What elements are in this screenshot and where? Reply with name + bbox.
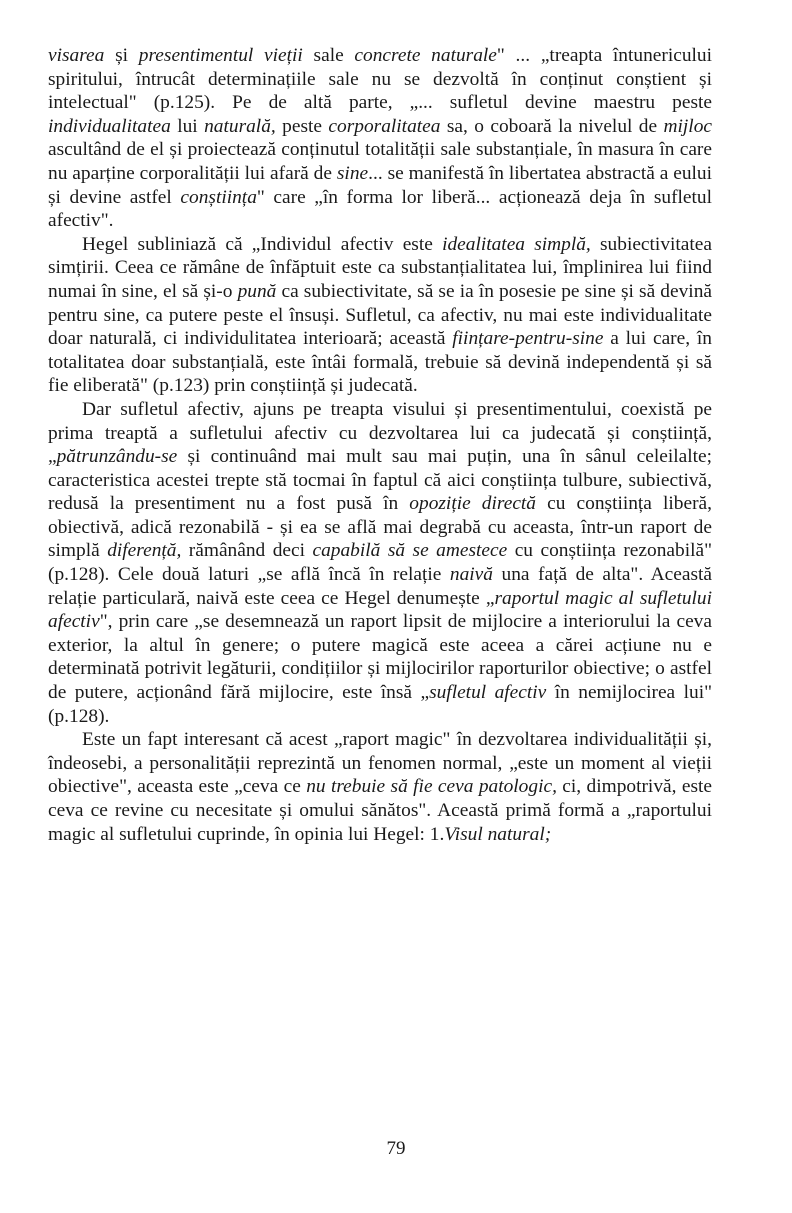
paragraph-2	[48, 233, 712, 398]
text-run: ascultând de el și proiectează conținutul totalității sale substanțiale, în masura în care nu aparține corporalității lui afară de	[48, 139, 712, 184]
body-text	[48, 44, 712, 846]
italic-run: Visul natural;	[444, 823, 552, 845]
text-run: Hegel subliniază că „Individul afectiv este	[82, 233, 443, 255]
text-run: ", prin care „se desemnează un raport lipsit de mijlocire a interiorului la ceva exterior, la altul în genere; o putere magică este aceea a cărei acțiune nu e determinată potrivit legăturii, condițiilor și mijlocirilor raporturilor obiective; o astfel de putere, acționând fără mijlocire, este însă „	[48, 611, 712, 704]
text-run: Este un fapt interesant că acest „raport magic" în dezvoltarea individualității și, îndeosebi, a personalității reprezintă un fenomen normal, „este un moment al vieții obiective", aceasta este „ceva ce	[48, 729, 712, 798]
italic-run: nu trebuie să fie ceva patologic,	[306, 776, 557, 798]
italic-run: conștiința	[180, 186, 257, 208]
paragraph-1	[48, 44, 712, 233]
italic-run: opoziție directă	[409, 493, 537, 515]
text-run: peste	[275, 115, 329, 137]
paragraph-3	[48, 398, 712, 728]
text-run: ... se manifestă în libertatea abstractă a eului și devine astfel	[48, 162, 712, 208]
text-run: a lui care, în totalitatea doar substanțială, este întâi formală, trebuie să devină independentă și să fie eliberată" (p.123) prin conștiință și judecată.	[48, 328, 712, 397]
italic-run: naivă	[449, 564, 493, 586]
text-run: ca subiectivitate, să se ia în posesie pe sine și să devină pentru sine, ca putere peste el însuși. Sufletul, ca afectiv, nu mai este individualitate doar naturală, ci individulitatea interioară; această	[48, 280, 712, 350]
italic-run: corporalitatea	[328, 115, 441, 137]
text-run: lui	[170, 115, 205, 137]
text-run: ci, dimpotrivă, este ceva ce revine cu necesitate și omului sănătos". Această primă formă a „raportului magic al sufletului cuprinde, în opinia lui Hegel: 1.	[48, 776, 712, 845]
text-run: în nemijlocirea lui" (p.128).	[48, 682, 712, 727]
italic-run: capabilă să se amestece	[312, 540, 508, 562]
text-run: una față de alta". Această relație particulară, naivă este ceea ce Hegel denumește „	[48, 564, 712, 609]
italic-run: concrete naturale	[354, 45, 497, 66]
text-run: Dar sufletul afectiv, ajuns pe treapta visului și presentimentului, coexistă pe prima treaptă a sufletului afectiv cu dezvoltarea lui ca judecată și conștiință, „	[48, 398, 712, 468]
italic-run: diferență,	[107, 540, 182, 562]
text-run: și continuând mai mult sau mai puțin, una în sânul celeilalte; caracteristica acestei trepte stă tocmai în faptul că aici conștiința tulbure, subiectivă, redusă la presentiment nu a fost pusă în	[48, 446, 712, 515]
italic-run: sufletul afectiv	[429, 682, 547, 704]
text-run: cu conștiința rezonabilă" (p.128). Cele două laturi „se află încă în relație	[48, 540, 712, 586]
text-run: rămânând deci	[181, 540, 313, 562]
page-number: 79	[386, 1138, 406, 1159]
italic-run: mijloc	[663, 115, 712, 137]
italic-run: sine	[336, 162, 369, 184]
text-run: sa, o coboară la nivelul de	[440, 115, 664, 137]
italic-run: ființare-pentru-sine	[452, 328, 604, 350]
italic-run: raportul magic al sufletului afectiv	[48, 587, 712, 633]
italic-run: pătrunzându-se	[56, 446, 178, 468]
paragraph-4	[48, 728, 712, 846]
italic-run: pună	[237, 280, 277, 302]
italic-run: idealitatea simplă,	[442, 233, 591, 255]
text-run: și	[104, 45, 139, 66]
italic-run: presentimentul vieții	[138, 45, 303, 66]
italic-run: individualitatea	[48, 115, 171, 137]
italic-run: naturală,	[204, 115, 276, 137]
text-run: sale	[302, 45, 355, 66]
text-run: " ... „treapta întunericului spiritului, întrucât determinațiile sale nu se dezvoltă în conținut conștient și intelectual" (p.125). Pe de altă parte, „... sufletul devine maestru peste	[48, 45, 712, 114]
italic-run: visarea	[48, 45, 105, 66]
text-run: cu conștiința liberă, obiectivă, adică rezonabilă - și ea se află mai degrabă cu aceasta, într-un raport de simplă	[48, 493, 713, 562]
text-run: " care „în forma lor liberă... acționează deja în sufletul afectiv".	[48, 186, 712, 232]
text-run: subiectivitatea simțirii. Ceea ce rămâne de înfăptuit este ca substanțialitatea lui, împlinirea lui fiind numai în sine, el să și-o	[48, 233, 712, 302]
